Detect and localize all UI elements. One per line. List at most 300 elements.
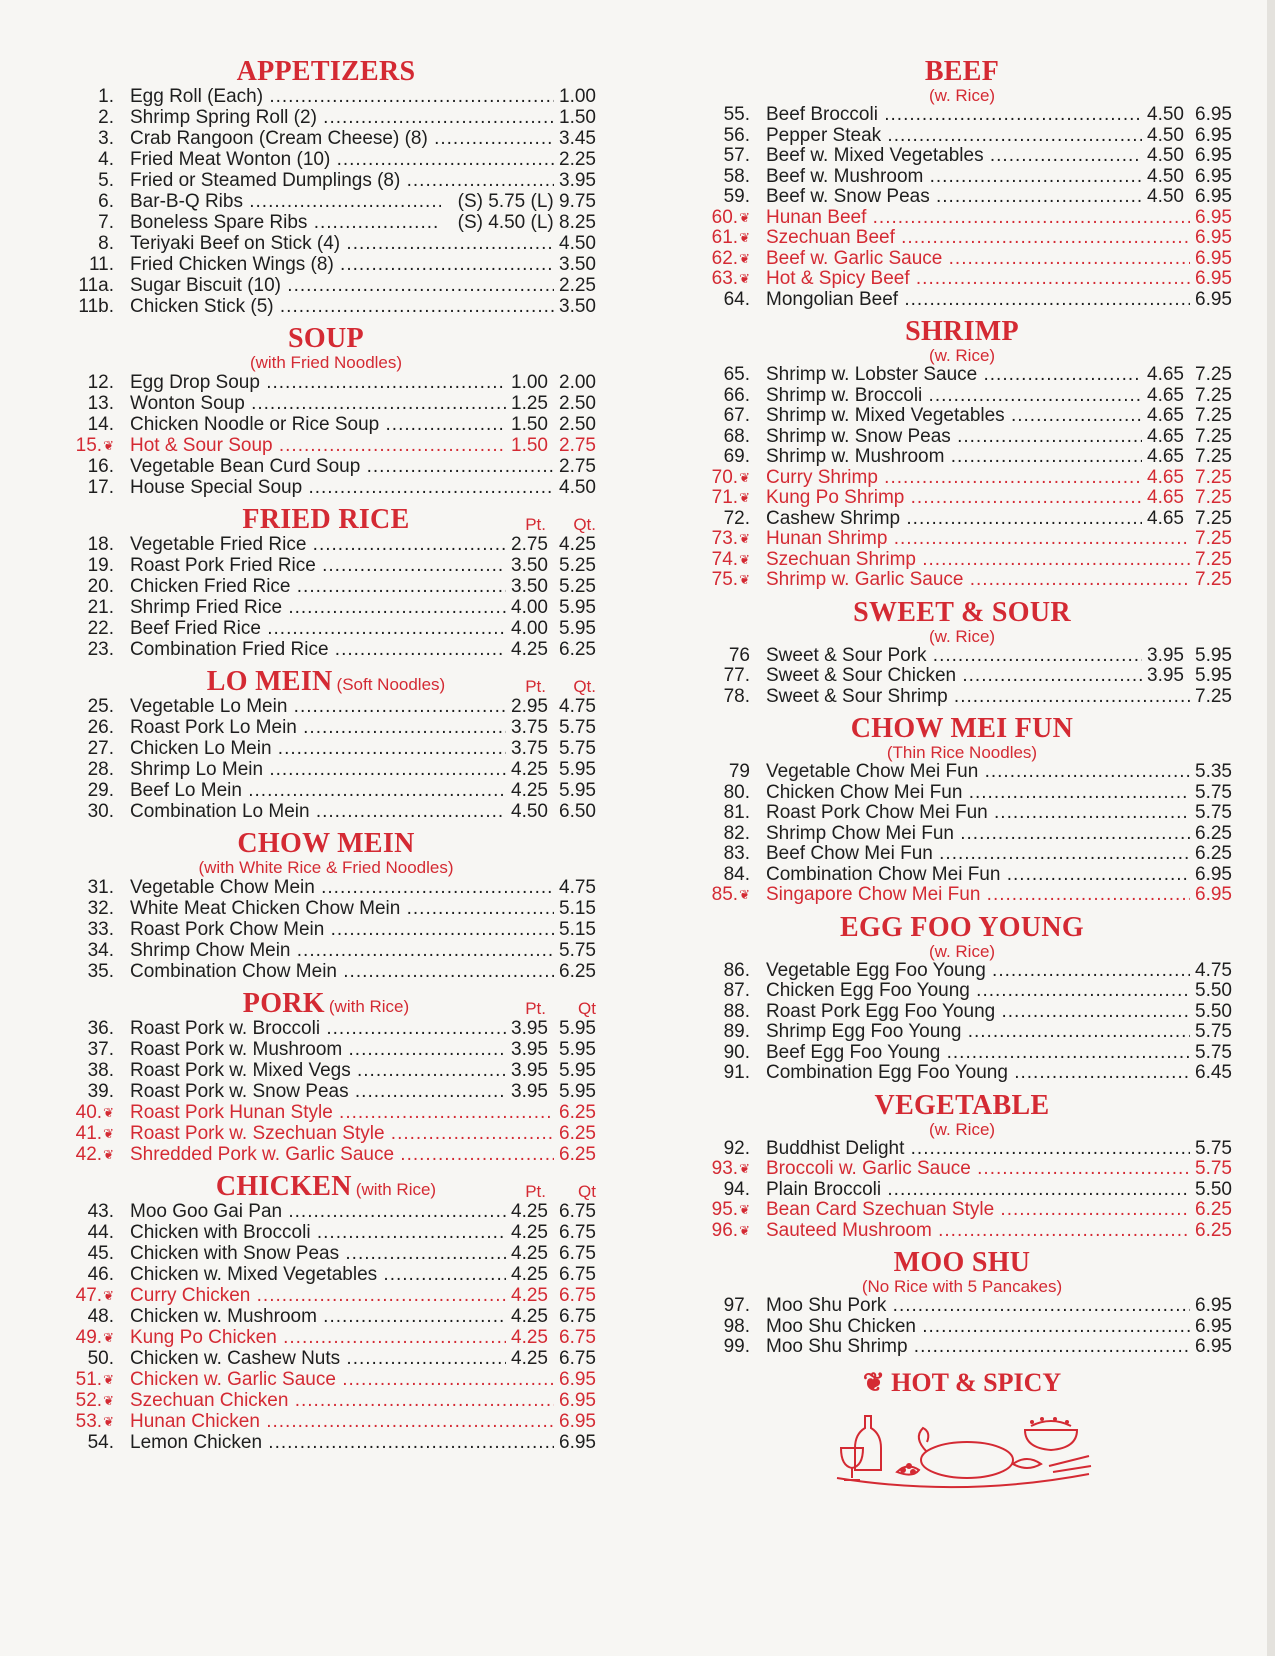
section-header	[692, 715, 1232, 743]
menu-item	[56, 597, 596, 618]
section-title-suffix: (with Rice)	[328, 997, 410, 1016]
item-number	[56, 1369, 114, 1390]
item-name: Bar-B-Q Ribs .....	[130, 191, 441, 212]
menu-item	[56, 86, 596, 107]
item-number	[692, 208, 750, 229]
section-title: SWEET & SOUR	[853, 596, 1071, 628]
menu-item	[56, 456, 596, 477]
item-price-quart: 7.25	[1190, 386, 1232, 407]
item-number	[692, 509, 750, 530]
section-title-suffix: (Soft Noodles)	[336, 675, 446, 694]
item-number	[56, 1327, 114, 1348]
menu-item	[692, 509, 1232, 530]
item-price: 3.50	[554, 254, 596, 275]
menu-item	[692, 269, 1232, 290]
item-number-text: 7.	[98, 212, 114, 233]
item-number	[692, 687, 750, 708]
item-name: Beef w. Garlic Sauce .....	[766, 249, 1190, 270]
item-price-quart: 7.25	[1190, 427, 1232, 448]
menu-item	[56, 1123, 596, 1144]
item-price: 6.25	[1190, 1200, 1232, 1221]
section-title: VEGETABLE	[874, 1089, 1050, 1121]
item-number	[56, 877, 114, 898]
hot-pepper-icon: ❦	[103, 1105, 114, 1120]
item-price: (S) 4.50 (L) 8.25	[441, 212, 596, 233]
food-illustration	[827, 1408, 1097, 1494]
menu-item	[56, 576, 596, 597]
item-price: (S) 5.75 (L) 9.75	[441, 191, 596, 212]
section-subtitle: (with White Rice & Fried Noodles)	[198, 858, 454, 877]
item-name: Beef w. Mushroom .....	[766, 167, 1142, 188]
item-price-pint: 1.50	[506, 414, 548, 435]
menu-item	[692, 646, 1232, 667]
item-price-quart: 6.75	[554, 1348, 596, 1369]
item-number	[692, 1002, 750, 1023]
menu-item	[56, 877, 596, 898]
teacup	[1013, 1459, 1041, 1468]
menu-item	[692, 803, 1232, 824]
item-name: Cashew Shrimp .....	[766, 509, 1142, 530]
item-price-pint: 4.50	[1142, 167, 1184, 188]
item-price-quart: 6.75	[554, 1201, 596, 1222]
menu-item	[56, 555, 596, 576]
item-price: 5.50	[1190, 1002, 1232, 1023]
menu-item	[56, 1369, 596, 1390]
item-number	[56, 1144, 114, 1165]
item-price-pint: 4.50	[506, 801, 548, 822]
hot-spicy-legend	[692, 1368, 1232, 1398]
item-name: Sweet & Sour Chicken .....	[766, 666, 1142, 687]
menu-item	[56, 170, 596, 191]
menu-item	[56, 107, 596, 128]
item-number	[692, 1317, 750, 1338]
item-price-pint: 1.25	[506, 393, 548, 414]
item-price-quart: 6.95	[1190, 187, 1232, 208]
item-price: 5.50	[1190, 981, 1232, 1002]
section-title-suffix: (with Rice)	[355, 1180, 437, 1199]
item-price: 6.25	[554, 1123, 596, 1144]
section-subtitle: (with Fried Noodles)	[249, 353, 403, 372]
item-name: Curry Shrimp .....	[766, 468, 1142, 489]
item-price: 5.75	[1190, 1022, 1232, 1043]
section-beef	[692, 58, 1232, 310]
item-price-quart: 2.50	[554, 414, 596, 435]
item-number-text: 33.	[87, 919, 114, 940]
section-subtitle: (w. Rice)	[928, 86, 996, 105]
section-lo-mein	[56, 668, 596, 822]
item-number	[56, 534, 114, 555]
item-number	[692, 762, 750, 783]
section-subtitle: (No Rice with 5 Pancakes)	[861, 1277, 1063, 1296]
item-price-quart: 6.75	[554, 1243, 596, 1264]
item-number	[56, 275, 114, 296]
quart-label: Qt	[578, 999, 596, 1018]
menu-item	[56, 940, 596, 961]
section-subtitle: (w. Rice)	[928, 1119, 996, 1139]
item-number	[692, 468, 750, 489]
item-number	[56, 1432, 114, 1453]
item-name: Vegetable Fried Rice .....	[130, 534, 506, 555]
item-name: Pepper Steak .....	[766, 126, 1142, 147]
menu-item	[692, 687, 1232, 708]
item-number	[692, 550, 750, 571]
menu-item	[692, 1022, 1232, 1043]
item-number	[56, 149, 114, 170]
menu-item	[692, 406, 1232, 427]
hot-pepper-icon: ❦	[103, 1288, 114, 1303]
section-header	[692, 1089, 1232, 1121]
hot-pepper-icon: ❦	[103, 438, 114, 453]
bowl	[1025, 1421, 1077, 1450]
item-price: 5.75	[1190, 1043, 1232, 1064]
item-price-pint: 4.50	[1142, 187, 1184, 208]
item-number-text: 31.	[87, 877, 114, 898]
section-shrimp	[692, 318, 1232, 591]
item-price: 5.75	[1190, 1159, 1232, 1180]
item-price: 6.95	[1190, 1296, 1232, 1317]
section-title: SOUP	[288, 323, 364, 354]
menu-item	[692, 1180, 1232, 1201]
menu-item	[692, 365, 1232, 386]
item-number-text: 43.	[87, 1201, 114, 1222]
item-name: Chicken with Snow Peas .....	[130, 1243, 506, 1264]
item-price-quart: 5.95	[1190, 646, 1232, 667]
menu-item	[56, 534, 596, 555]
item-number-text: 11b.	[78, 296, 114, 317]
section-fried-rice	[56, 506, 596, 660]
item-number-text: 61.	[711, 227, 739, 248]
wine-bottle	[855, 1416, 881, 1470]
item-number-text: 89.	[723, 1021, 750, 1042]
wine-glass	[841, 1448, 863, 1480]
item-number-text: 23.	[87, 639, 114, 660]
item-name: Shrimp Lo Mein .....	[130, 759, 506, 780]
item-name: Roast Pork w. Snow Peas .....	[130, 1081, 506, 1102]
menu-item	[692, 386, 1232, 407]
item-number	[692, 1200, 750, 1221]
item-number	[56, 1243, 114, 1264]
item-number-text: 63.	[711, 268, 739, 289]
item-price: 5.35	[1190, 762, 1232, 783]
menu-item	[56, 1222, 596, 1243]
pint-label: Pt.	[525, 515, 546, 534]
item-number	[692, 1337, 750, 1358]
item-name: Szechuan Shrimp .....	[766, 550, 1190, 571]
item-number	[56, 1285, 114, 1306]
item-number-text: 68.	[723, 425, 750, 447]
item-number	[56, 456, 114, 477]
item-number-text: 92.	[723, 1137, 750, 1159]
item-name: Roast Pork Chow Mei Fun .....	[766, 803, 1190, 824]
item-number-text: 78.	[723, 685, 750, 707]
menu-item	[56, 1411, 596, 1432]
item-name: Vegetable Lo Mein .....	[130, 696, 506, 717]
menu-item	[56, 1018, 596, 1039]
menu-item	[56, 696, 596, 717]
item-name: Beef Egg Foo Young .....	[766, 1043, 1190, 1064]
item-number-text: 93.	[711, 1158, 739, 1179]
item-price-quart: 6.75	[554, 1306, 596, 1327]
section-pork	[56, 990, 596, 1165]
menu-item	[56, 254, 596, 275]
menu-item	[56, 1060, 596, 1081]
item-price-quart: 7.25	[1190, 488, 1232, 509]
section-title: CHICKEN	[215, 1171, 352, 1202]
item-price-quart: 5.95	[554, 1039, 596, 1060]
roast-duck	[921, 1442, 1013, 1478]
item-price-quart: 5.95	[1190, 666, 1232, 687]
hot-pepper-icon: ❦	[739, 490, 750, 505]
section-title: PORK	[242, 988, 325, 1019]
item-name: House Special Soup .....	[130, 477, 554, 498]
menu-item	[56, 1102, 596, 1123]
item-number-text: 25.	[87, 696, 114, 717]
item-price-quart: 7.25	[1190, 509, 1232, 530]
item-number-text: 44.	[87, 1222, 114, 1243]
menu-item	[692, 762, 1232, 783]
item-name: Sweet & Sour Shrimp .....	[766, 687, 1190, 708]
item-price: 5.75	[554, 940, 596, 961]
item-price: 6.95	[1190, 269, 1232, 290]
item-number-text: 49.	[75, 1327, 103, 1348]
section-subtitle: (Thin Rice Noodles)	[886, 743, 1038, 762]
item-number-text: 26.	[87, 717, 114, 738]
item-price-quart: 5.95	[554, 759, 596, 780]
item-number	[56, 1390, 114, 1411]
menu-item	[692, 208, 1232, 229]
item-price: 6.95	[554, 1411, 596, 1432]
item-number-text: 62.	[711, 247, 739, 269]
menu-item	[692, 1221, 1232, 1242]
item-number	[692, 1139, 750, 1160]
item-price-quart: 6.25	[554, 639, 596, 660]
item-price: 6.45	[1190, 1063, 1232, 1084]
section-header	[56, 506, 596, 534]
item-number	[692, 126, 750, 147]
item-number-text: 73.	[711, 528, 739, 549]
menu-item	[56, 435, 596, 456]
item-name: Roast Pork Hunan Style .....	[130, 1102, 554, 1123]
item-price: 6.95	[554, 1390, 596, 1411]
menu-item	[56, 1243, 596, 1264]
item-number	[56, 435, 114, 456]
menu-item	[692, 666, 1232, 687]
item-number	[692, 1180, 750, 1201]
item-number-text: 80.	[723, 781, 750, 803]
item-price-pint: 3.95	[506, 1039, 548, 1060]
section-chow-mein	[56, 830, 596, 982]
menu-item	[692, 1002, 1232, 1023]
item-number	[56, 1081, 114, 1102]
section-egg-foo-young	[692, 911, 1232, 1084]
item-name: Moo Shu Chicken .....	[766, 1317, 1190, 1338]
item-number-text: 30.	[87, 801, 114, 822]
item-number-text: 6.	[98, 191, 114, 212]
item-number	[56, 940, 114, 961]
menu-item	[692, 105, 1232, 126]
menu-item	[692, 961, 1232, 982]
item-number	[56, 414, 114, 435]
item-name: Hot & Sour Soup .....	[130, 435, 506, 456]
item-name: Combination Chow Mein .....	[130, 961, 554, 982]
item-number-text: 77.	[723, 665, 750, 686]
item-number	[692, 1022, 750, 1043]
item-name: Egg Drop Soup .....	[130, 372, 506, 393]
item-number	[692, 228, 750, 249]
item-name: White Meat Chicken Chow Mein .....	[130, 898, 554, 919]
item-name: Fried Meat Wonton (10) .....	[130, 149, 554, 170]
section-subtitle: (w. Rice)	[928, 941, 996, 961]
item-price: 4.75	[1190, 961, 1232, 982]
item-number-text: 57.	[723, 145, 750, 166]
item-price-pint: 4.50	[1142, 126, 1184, 147]
item-number-text: 98.	[723, 1315, 750, 1337]
item-number	[56, 1411, 114, 1432]
item-price: 6.25	[554, 1102, 596, 1123]
menu-item	[56, 233, 596, 254]
chopsticks	[1049, 1456, 1091, 1472]
hot-pepper-icon: ❦	[739, 1202, 750, 1217]
item-name: Hunan Chicken .....	[130, 1411, 554, 1432]
item-price-pint: 4.65	[1142, 386, 1184, 407]
item-name: Chicken with Broccoli .....	[130, 1222, 506, 1243]
item-number	[692, 1221, 750, 1242]
item-number-text: 88.	[723, 1000, 750, 1022]
item-price: 7.25	[1190, 529, 1232, 550]
item-name: Roast Pork Fried Rice .....	[130, 555, 506, 576]
menu-item	[56, 1432, 596, 1453]
item-number	[56, 107, 114, 128]
item-name: Shrimp Chow Mein .....	[130, 940, 554, 961]
item-number-text: 36.	[87, 1018, 114, 1039]
item-price: 5.75	[1190, 783, 1232, 804]
item-number-text: 14.	[87, 414, 114, 435]
item-name: Combination Fried Rice .....	[130, 639, 506, 660]
item-number	[692, 865, 750, 886]
item-number-text: 72.	[723, 507, 750, 529]
item-price: 5.50	[1190, 1180, 1232, 1201]
menu-item	[692, 981, 1232, 1002]
item-price-quart: 5.95	[554, 1081, 596, 1102]
menu-item	[692, 1159, 1232, 1180]
item-number	[692, 666, 750, 687]
item-name: Shrimp Spring Roll (2) .....	[130, 107, 554, 128]
item-number-text: 95.	[711, 1199, 739, 1220]
item-price: 2.25	[554, 149, 596, 170]
section-soup	[56, 325, 596, 498]
item-price-pint: 3.75	[506, 717, 548, 738]
item-number	[692, 447, 750, 468]
item-price-pint: 3.95	[506, 1018, 548, 1039]
item-price-quart: 5.25	[554, 555, 596, 576]
item-price-pint: 3.95	[506, 1081, 548, 1102]
section-title: SHRIMP	[905, 316, 1019, 347]
item-name: Chicken Noodle or Rice Soup .....	[130, 414, 506, 435]
item-number	[692, 427, 750, 448]
item-name: Hunan Beef .....	[766, 208, 1190, 229]
item-number	[692, 783, 750, 804]
hot-pepper-icon: ❦	[739, 230, 750, 245]
menu-item	[692, 187, 1232, 208]
item-number	[56, 919, 114, 940]
item-price-pint: 4.25	[506, 639, 548, 660]
item-number	[56, 1039, 114, 1060]
menu-item	[692, 570, 1232, 591]
item-price: 6.95	[554, 1369, 596, 1390]
item-number	[692, 146, 750, 167]
item-price-pint: 3.95	[1142, 646, 1184, 667]
menu-item	[56, 1081, 596, 1102]
item-number	[56, 86, 114, 107]
item-number	[56, 1264, 114, 1285]
item-number-text: 64.	[723, 288, 750, 310]
item-price-quart: 6.95	[1190, 146, 1232, 167]
item-number-text: 97.	[723, 1295, 750, 1316]
menu-item	[692, 167, 1232, 188]
menu-item	[56, 191, 596, 212]
item-name: Roast Pork Lo Mein .....	[130, 717, 506, 738]
item-number	[56, 477, 114, 498]
item-price-pint: 3.50	[506, 555, 548, 576]
section-moo-shu	[692, 1249, 1232, 1358]
item-number-text: 83.	[723, 843, 750, 864]
hot-pepper-icon: ❦	[103, 1330, 114, 1345]
item-price: 4.50	[554, 233, 596, 254]
menu-item	[56, 780, 596, 801]
left-column	[56, 58, 596, 1461]
item-name: Beef Lo Mein .....	[130, 780, 506, 801]
item-name: Shredded Pork w. Garlic Sauce .....	[130, 1144, 554, 1165]
menu-item	[56, 738, 596, 759]
item-number-text: 48.	[87, 1306, 114, 1327]
item-price: 7.25	[1190, 550, 1232, 571]
item-name: Bean Card Szechuan Style .....	[766, 1200, 1190, 1221]
item-price: 6.25	[554, 961, 596, 982]
item-price: 4.50	[554, 477, 596, 498]
item-number	[692, 105, 750, 126]
item-number-text: 50.	[87, 1348, 114, 1369]
platter-line	[837, 1474, 1089, 1487]
item-name: Shrimp w. Garlic Sauce .....	[766, 570, 1190, 591]
item-number	[56, 128, 114, 149]
item-price: 5.15	[554, 919, 596, 940]
item-number-text: 74.	[711, 548, 739, 570]
item-price-pint: 4.25	[506, 780, 548, 801]
quart-label: Qt.	[573, 677, 596, 696]
section-title: CHOW MEI FUN	[850, 713, 1074, 744]
section-title: FRIED RICE	[242, 504, 410, 535]
hot-pepper-icon: ❦	[739, 469, 750, 485]
item-number-text: 27.	[87, 738, 114, 759]
hot-pepper-icon: ❦	[739, 531, 750, 546]
section-header	[56, 668, 596, 696]
item-number-text: 52.	[75, 1390, 103, 1411]
item-name: Buddhist Delight .....	[766, 1139, 1190, 1160]
menu-item	[56, 919, 596, 940]
item-number-text: 99.	[723, 1336, 750, 1357]
item-number-text: 21.	[87, 597, 114, 618]
hot-pepper-icon: ❦	[739, 551, 750, 567]
item-number-text: 56.	[723, 124, 750, 146]
menu-item	[56, 1285, 596, 1306]
menu-item	[56, 212, 596, 233]
item-price: 6.95	[1190, 208, 1232, 229]
item-price: 6.95	[1190, 1337, 1232, 1358]
menu-item	[692, 1139, 1232, 1160]
item-number	[692, 290, 750, 311]
section-header	[56, 830, 596, 858]
item-price-pint: 4.65	[1142, 447, 1184, 468]
